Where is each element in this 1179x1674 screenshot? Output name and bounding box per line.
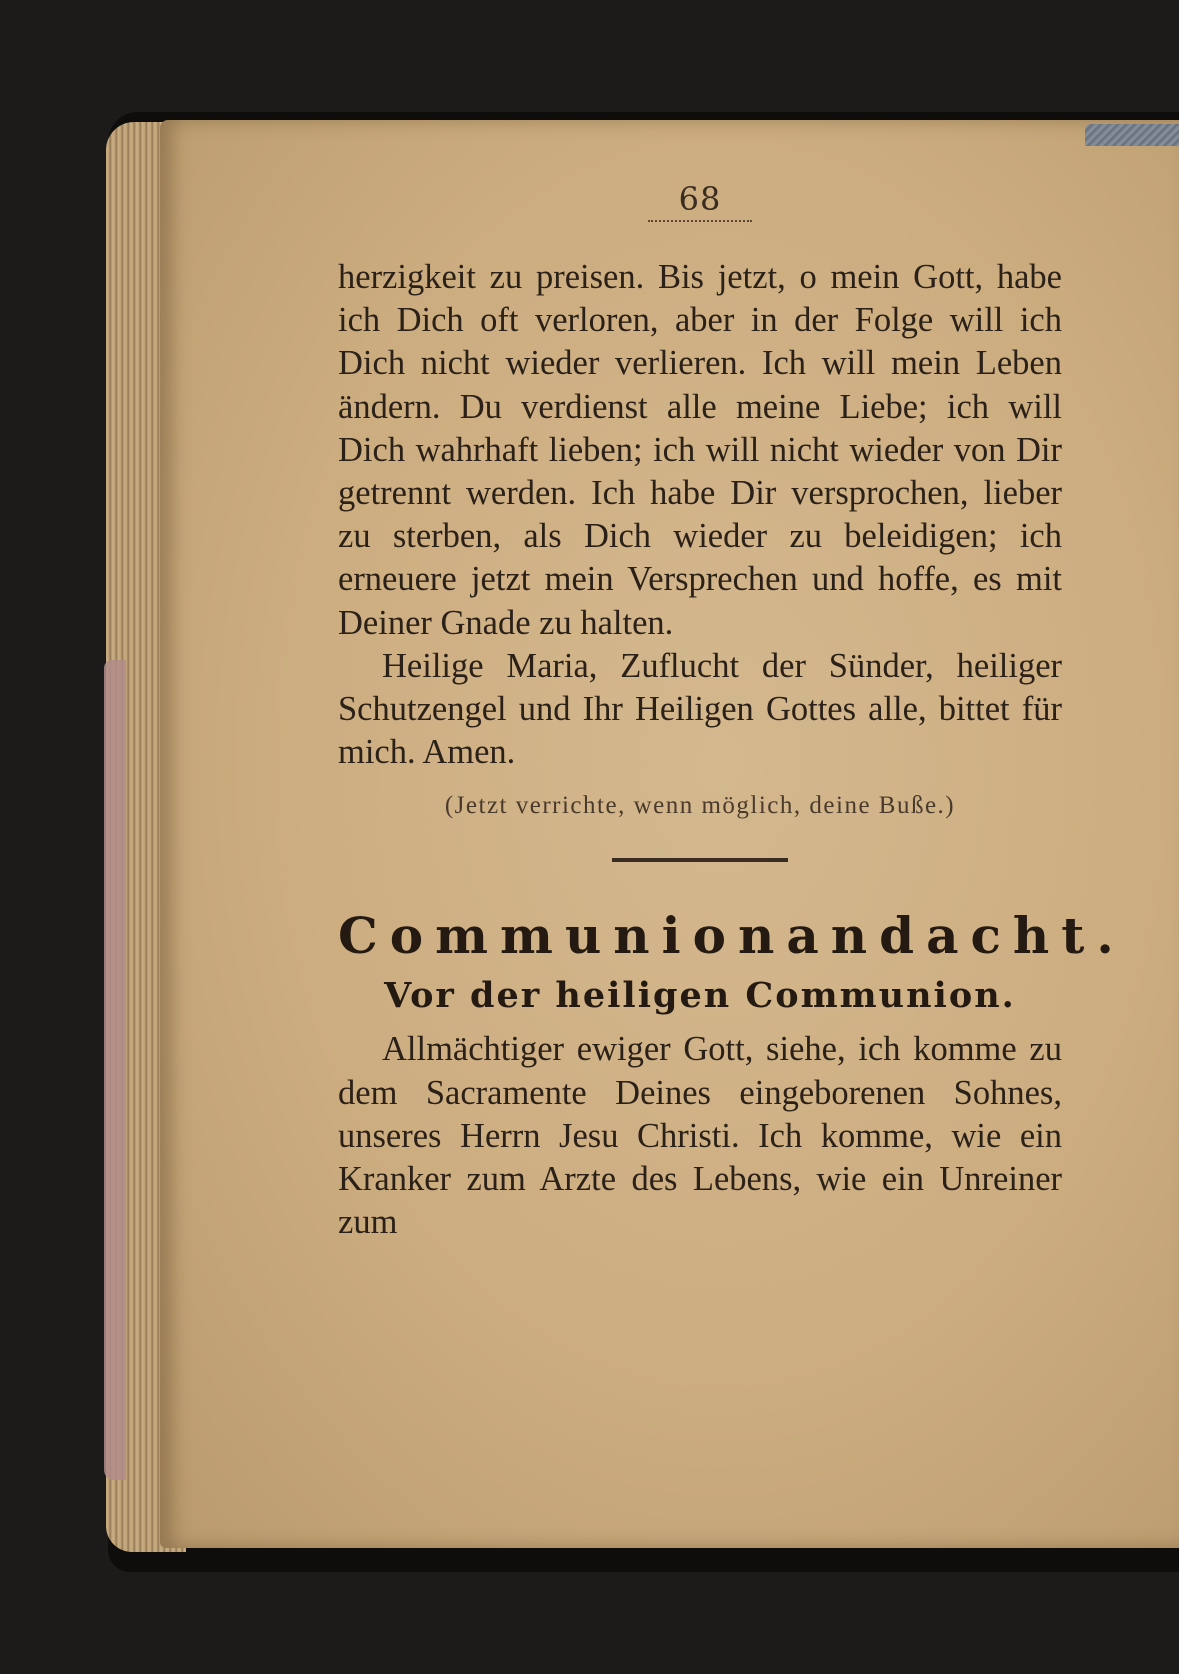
section-paragraph: Allmächtiger ewiger Gott, siehe, ich komme zu dem Sacramente Deines eingeborenen Sohnes, unseres Herrn Jesu Christi. Ich komme, wie ein Kranker zum Arzte des Lebens, wie ein Unreiner zum xyxy=(338,1030,1062,1242)
instruction-note: (Jetzt verrichte, wenn möglich, deine Buße.) xyxy=(444,792,956,820)
paragraph-2: Heilige Maria, Zuflucht der Sünder, heiliger Schutzengel und Ihr Heiligen Gottes alle, bittet für mich. Amen. xyxy=(338,646,1062,772)
page-edge-stain xyxy=(104,660,126,1480)
page-number-rule xyxy=(648,220,752,222)
section-divider xyxy=(612,858,788,862)
page-number: 68 xyxy=(678,180,722,218)
paragraph-1: herzigkeit zu preisen. Bis jetzt, o mein Gott, habe ich Dich oft verloren, aber in der Folge will ich Dich nicht wieder verlieren. Ich will mein Leben ändern. Du verdienst alle meine Liebe; ich will Dich wahrhaft lieben; ich will nicht wieder von Dir getrennt werden. Ich habe Dir versprochen, lieber zu sterben, als Dich wieder zu beleidigen; ich erneuere jetzt mein Versprechen und hoffe, es mit Deiner Gnade zu halten. xyxy=(338,258,1062,642)
page-content xyxy=(338,180,1126,1244)
section-title: Communionandacht. xyxy=(338,906,1126,966)
section-subtitle: Vor der heiligen Communion. xyxy=(384,975,1016,1017)
bookmark-ribbon xyxy=(1085,124,1179,146)
